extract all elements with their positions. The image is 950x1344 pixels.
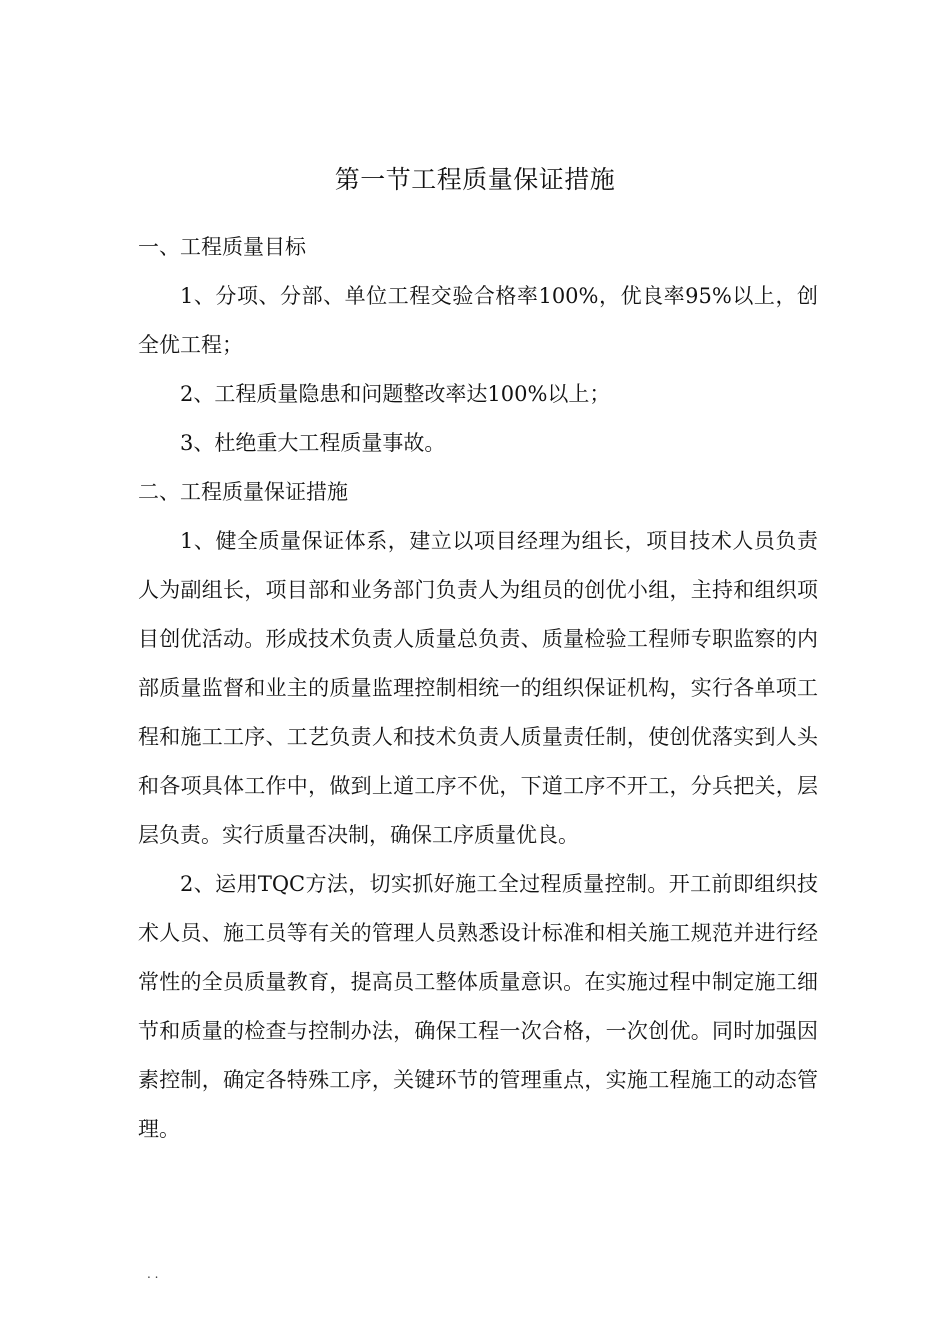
goal-item-3: 3、杜绝重大工程质量事故。 (180, 431, 446, 455)
page-title: 第一节工程质量保证措施 (334, 165, 616, 194)
goal-item-2: 2、工程质量隐患和问题整改率达100%以上； (180, 382, 611, 406)
goal-item-1: 1、分项、分部、单位工程交验合格率100%，优良率95%以上，创全优工程； (138, 284, 818, 357)
section-heading-quality-goals: 一、工程质量目标 (138, 235, 306, 259)
measure-item-1: 1、健全质量保证体系，建立以项目经理为组长，项目技术人员负责人为副组长，项目部和业务部门负责人为组员的创优小组，主持和组织项目创优活动。形成技术负责人质量总负责、质量检验工程师专职监察的内部质量监督和业主的质量监理控制相统一的组织保证机构，实行各单项工程和施工工序、工艺负责人和技术负责人质量责任制，使创优落实到人头和各项具体工作中，做到上道工序不优，下道工序不开工，分兵把关，层层负责。实行质量否决制，确保工序质量优良。 (138, 529, 818, 847)
section-heading-quality-measures: 二、工程质量保证措施 (138, 480, 348, 504)
document-body (138, 223, 818, 1154)
measure-item-2: 2、运用TQC方法，切实抓好施工全过程质量控制。开工前即组织技术人员、施工员等有关的管理人员熟悉设计标准和相关施工规范并进行经常性的全员质量教育，提高员工整体质量意识。在实施过程中制定施工细节和质量的检查与控制办法，确保工程一次合格，一次创优。同时加强因素控制，确定各特殊工序，关键环节的管理重点，实施工程施工的动态管理。 (138, 872, 818, 1141)
footer-marks: . . (147, 1267, 159, 1281)
